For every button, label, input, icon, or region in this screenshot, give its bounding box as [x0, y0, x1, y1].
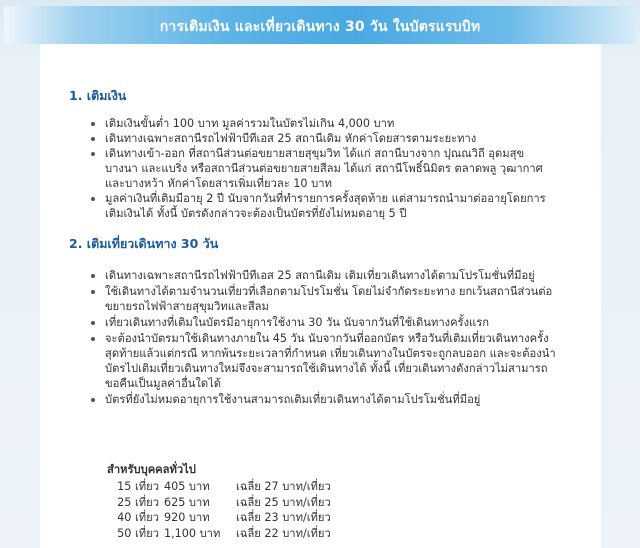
- price-row: [107, 479, 436, 495]
- list-item: มูลค่าเงินที่เติมมีอายุ 2 ปี นับจากวันที่ทำรายการครั้งสุดท้าย แต่สามารถนำมาต่ออายุโดยการเติมเงินได้ ทั้งนี้ บัตรดังกล่าวจะต้องเป็นบัตรที่ยังไม่หมดอายุ 5 ปี: [90, 191, 560, 221]
- price-row: [107, 510, 436, 526]
- list-item: บัตรที่ยังไม่หมดอายุการใช้งานสามารถเติมเที่ยวเดินทางได้ตามโปรโมชั่นที่มีอยู่: [90, 392, 560, 407]
- list-item: เดินทางเข้า-ออก ที่สถานีส่วนต่อขยายสายสุขุมวิท ได้แก่ สถานีบางจาก ปุณณวิถี อุดมสุข บางนา และแบริ่ง หรือสถานีส่วนต่อขยายสายสีลม ได้แก่ สถานีโพธิ์นิมิตร ตลาดพลู วุฒากาศ และบางหว้า หักค่าโดยสารเพิ่มเที่ยวละ 10 บาท: [90, 146, 560, 191]
- section-heading-topup: 1. เติมเงิน: [69, 88, 127, 103]
- list-item: เที่ยวเดินทางที่เติมในบัตรมีอายุการใช้งาน 30 วัน นับจากวันที่ใช้เดินทางครั้งแรก: [90, 315, 560, 330]
- pricing-title: สำหรับบุคคลทั่วไป: [107, 463, 196, 476]
- average-cell: เฉลี่ย 22 บาท/เที่ยว: [236, 526, 331, 540]
- price-row: [107, 495, 436, 511]
- title-banner: [4, 6, 636, 44]
- pricing-table: [107, 462, 436, 541]
- average-cell: เฉลี่ย 27 บาท/เที่ยว: [236, 480, 331, 493]
- article-content: [40, 44, 601, 548]
- content-panel: [40, 44, 601, 548]
- price-cell: 625 บาท: [164, 495, 210, 509]
- trips-cell: 40 เที่ยว: [117, 511, 159, 524]
- price-row: [107, 526, 436, 542]
- trips-cell: 15 เที่ยว: [117, 480, 159, 493]
- trips-cell: 25 เที่ยว: [117, 495, 159, 509]
- section-heading-trips: 2. เติมเที่ยวเดินทาง 30 วัน: [69, 236, 219, 251]
- price-cell: 920 บาท: [164, 511, 210, 524]
- average-cell: เฉลี่ย 23 บาท/เที่ยว: [236, 511, 331, 524]
- list-item: เติมเงินขั้นต่ำ 100 บาท มูลค่ารวมในบัตรไม่เกิน 4,000 บาท: [90, 116, 560, 131]
- topup-list: [90, 116, 560, 221]
- list-item: ใช้เดินทางได้ตามจำนวนเที่ยวที่เลือกตามโปรโมชั่น โดยไม่จำกัดระยะทาง ยกเว้นสถานีส่วนต่อขยายรถไฟฟ้าสายสุขุมวิทและสีลม: [90, 284, 560, 314]
- trips-list: [90, 268, 560, 408]
- list-item: จะต้องนำบัตรมาใช้เดินทางภายใน 45 วัน นับจากวันที่ออกบัตร หรือวันที่เติมเที่ยวเดินทางครั้งสุดท้ายแล้วแต่กรณี หากพ้นระยะเวลาที่กำหนด เที่ยวเดินทางในบัตรจะถูกลบออก และจะต้องนำบัตรไปเติมเที่ยวเดินทางใหม่จึงจะสามารถใช้เดินทางได้ ทั้งนี้ เที่ยวเดินทางดังกล่าวไม่สามารถขอคืนเป็นมูลค่าอื่นใดได้: [90, 331, 560, 391]
- average-cell: เฉลี่ย 25 บาท/เที่ยว: [236, 495, 331, 509]
- banner-title: การเติมเงิน และเที่ยวเดินทาง 30 วัน ในบัตรแรบบิท: [159, 19, 481, 35]
- trips-cell: 50 เที่ยว: [117, 526, 159, 540]
- list-item: เดินทางเฉพาะสถานีรถไฟฟ้าบีทีเอส 25 สถานีเดิม หักค่าโดยสารตามระยะทาง: [90, 131, 560, 146]
- price-cell: 405 บาท: [164, 480, 210, 493]
- list-item: เดินทางเฉพาะสถานีรถไฟฟ้าบีทีเอส 25 สถานีเดิม เติมเที่ยวเดินทางได้ตามโปรโมชั่นที่มีอยู่: [90, 268, 560, 283]
- price-cell: 1,100 บาท: [164, 526, 221, 540]
